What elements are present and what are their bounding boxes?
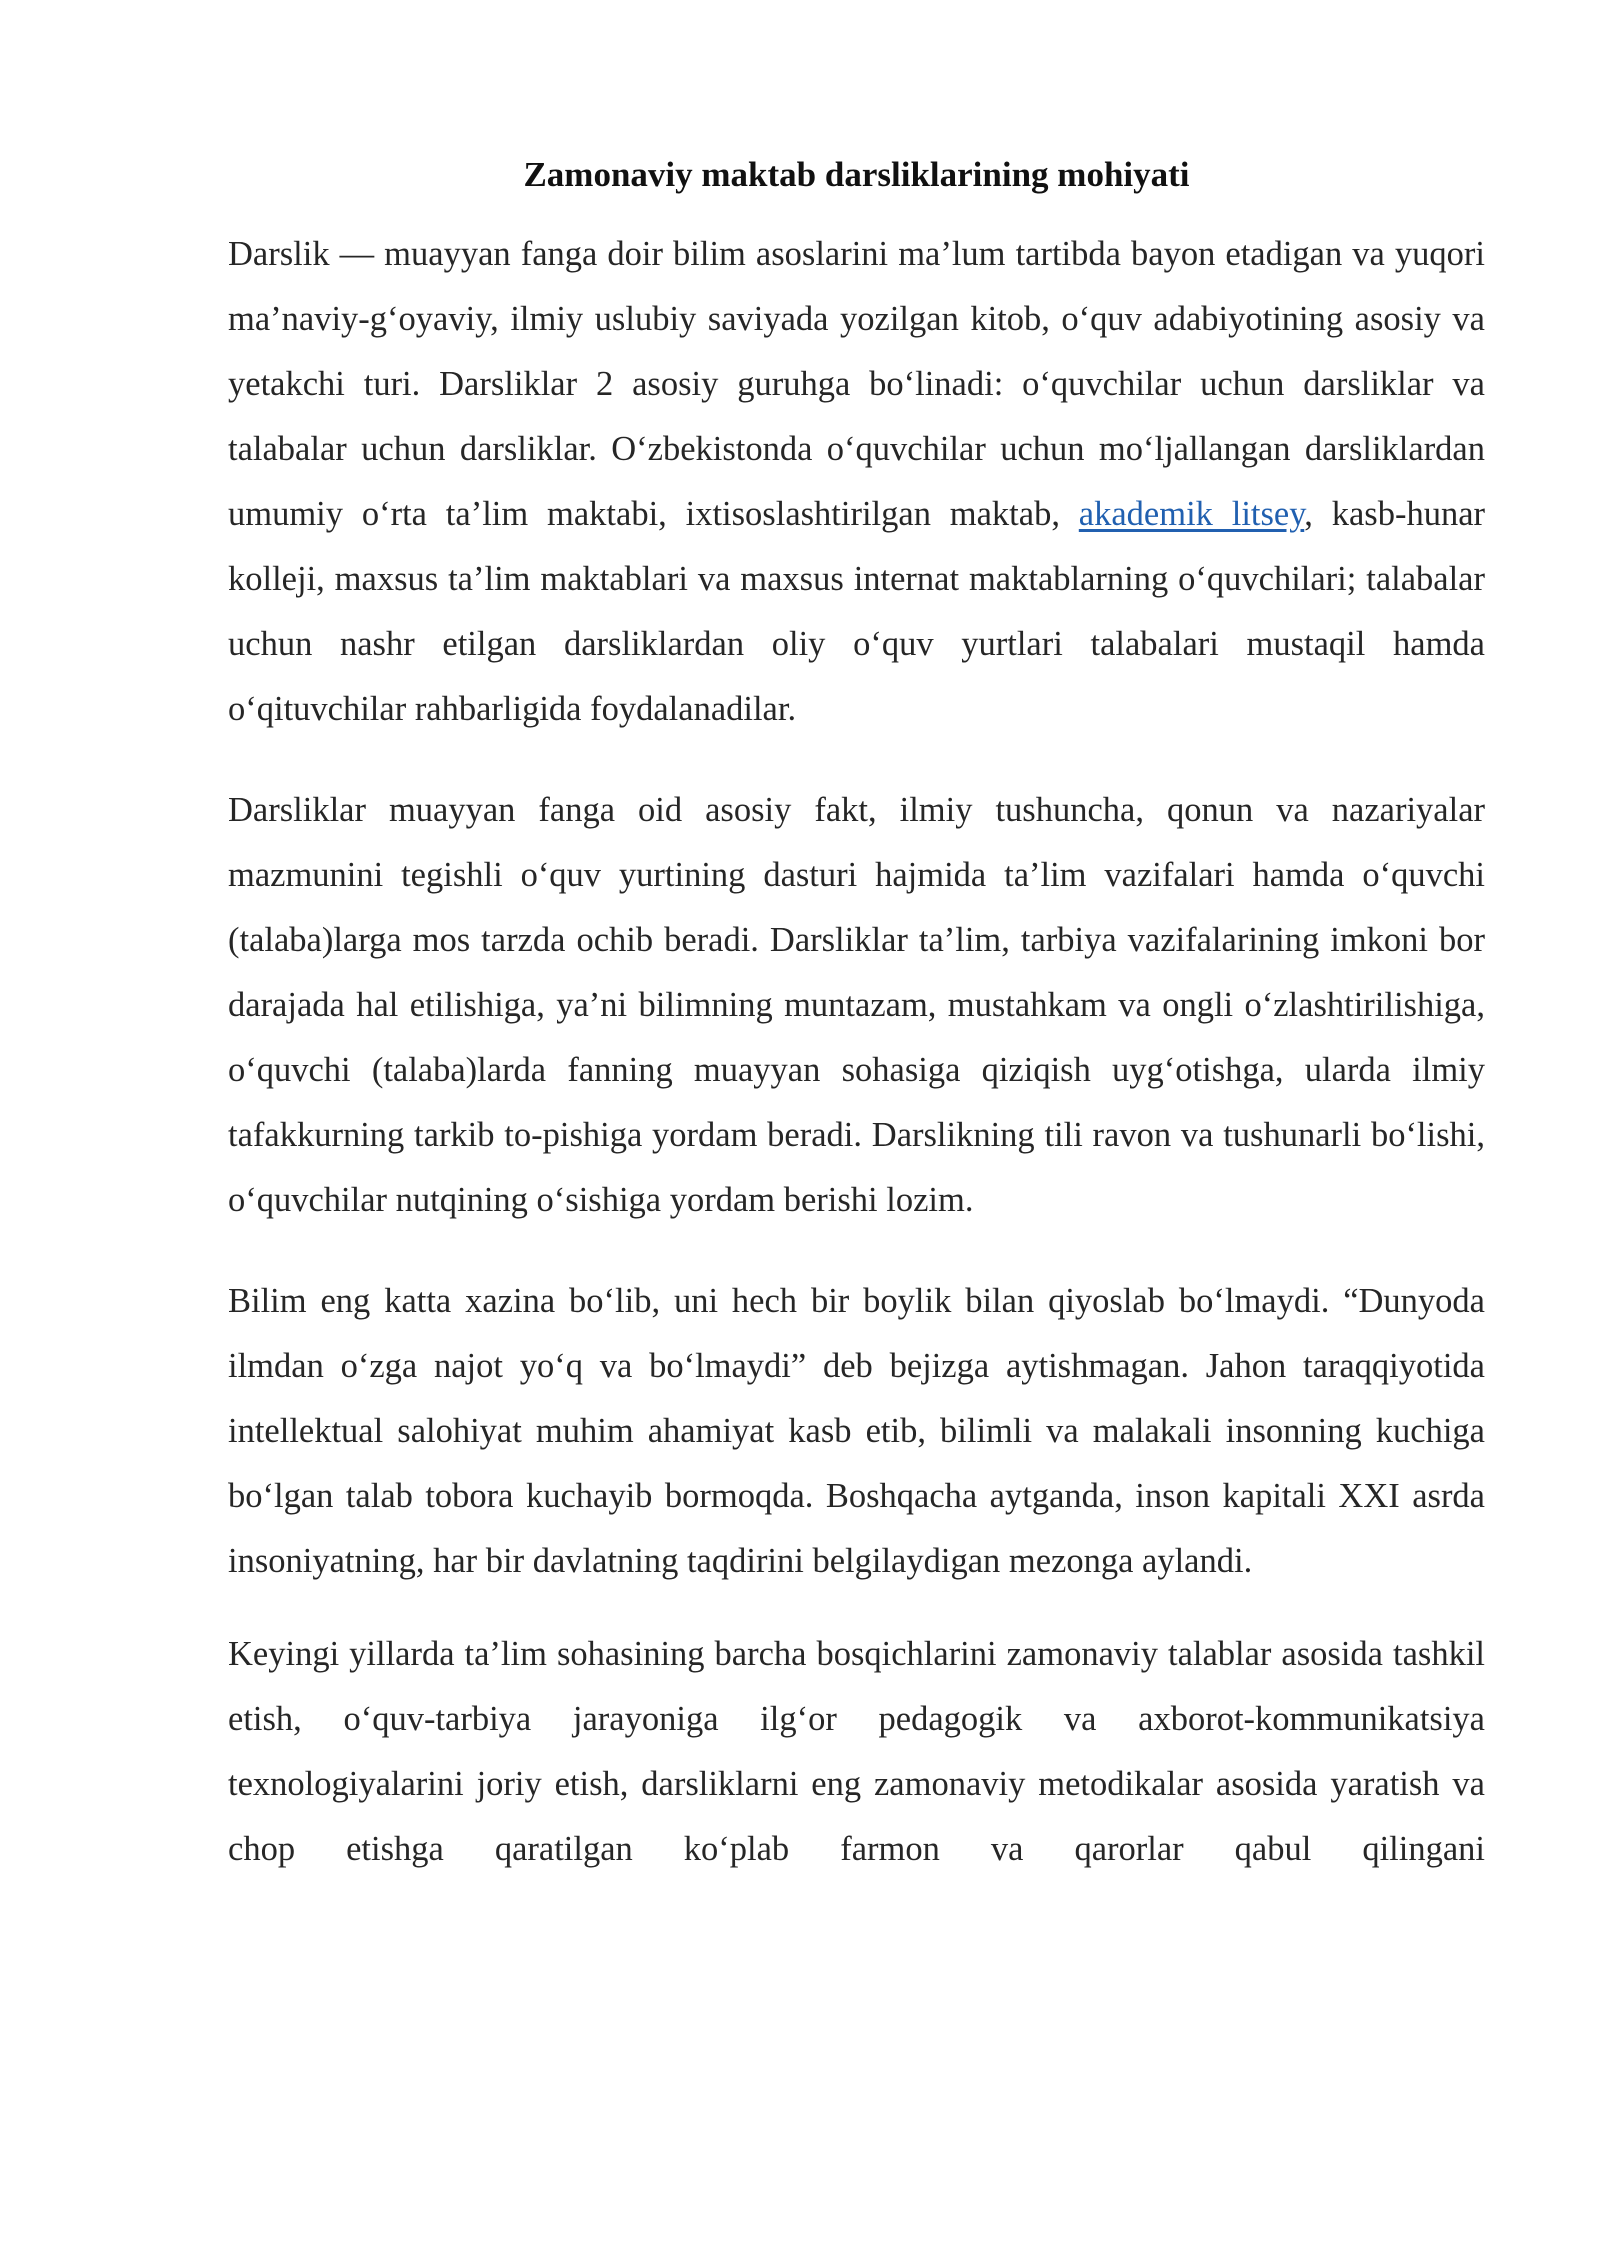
akademik-litsey-link[interactable]: akademik litsey bbox=[1078, 495, 1305, 533]
paragraph-knowledge: Bilim eng katta xazina bo‘lib, uni hech bir boylik bilan qiyoslab bo‘lmaydi. “Dunyoda ilmdan o‘zga najot yo‘q va bo‘lmaydi” deb bejizga aytishmagan. Jahon taraqqiyotida intellektual salohiyat muhim ahamiyat kasb etib, bilimli va malakali insonning kuchiga bo‘lgan talab tobora kuchayib bormoqda. Boshqacha aytganda, inson kapitali XXI asrda insoniyatning, har bir davlatning taqdirini belgilaydigan mezonga aylandi. bbox=[228, 1282, 1485, 1580]
paragraph-reforms: Keyingi yillarda ta’lim sohasining barcha bosqichlarini zamonaviy talablar asosida tashkil etish, o‘quv-tarbiya jarayoniga ilg‘or pedagogik va axborot-kommunikatsiya texnologiyalarini joriy etish, darsliklarni eng zamonaviy metodikalar asosida yaratish va chop etishga qaratilgan ko‘plab farmon va qarorlar qabul qilingani bbox=[228, 1635, 1485, 1868]
document-body bbox=[228, 148, 1485, 1882]
paragraph-text: , kasb-hunar kolleji, maxsus ta’lim maktablari va maxsus internat maktablarning o‘quvchilari; talabalar uchun nashr etilgan darsliklardan oliy o‘quv yurtlari talabalari mustaqil hamda o‘qituvchilar rahbarligida foydalanadilar. bbox=[228, 495, 1485, 728]
document-title: Zamonaviy maktab darsliklarining mohiyati bbox=[523, 155, 1190, 194]
paragraph-purpose: Darsliklar muayyan fanga oid asosiy fakt, ilmiy tushuncha, qonun va nazariyalar mazmunini tegishli o‘quv yurtining dasturi hajmida ta’lim vazifalari hamda o‘quvchi (talaba)larga mos tarzda ochib beradi. Darsliklar ta’lim, tarbiya vazifalarining imkoni bor darajada hal etilishiga, ya’ni bilimning muntazam, mustahkam va ongli o‘zlashtirilishiga, o‘quvchi (talaba)larda fanning muayyan sohasiga qiziqish uyg‘otishga, ularda ilmiy tafakkurning tarkib to-pishiga yordam beradi. Darslikning tili ravon va tushunarli bo‘lishi, o‘quvchilar nutqining o‘sishiga yordam berishi lozim. bbox=[228, 791, 1485, 1219]
paragraph-definition bbox=[228, 222, 1485, 742]
paragraph-text: Darslik — muayyan fanga doir bilim asoslarini ma’lum tartibda bayon etadigan va yuqori ma’naviy-g‘oyaviy, ilmiy uslubiy saviyada yozilgan kitob, o‘quv adabiyotining asosiy va yetakchi turi. Darsliklar 2 asosiy guruhga bo‘linadi: o‘quvchilar uchun darsliklar va talabalar uchun darsliklar. O‘zbekistonda o‘quvchilar uchun mo‘ljallangan darsliklardan umumiy o‘rta ta’lim maktabi, ixtisoslashtirilgan maktab, bbox=[228, 235, 1485, 533]
